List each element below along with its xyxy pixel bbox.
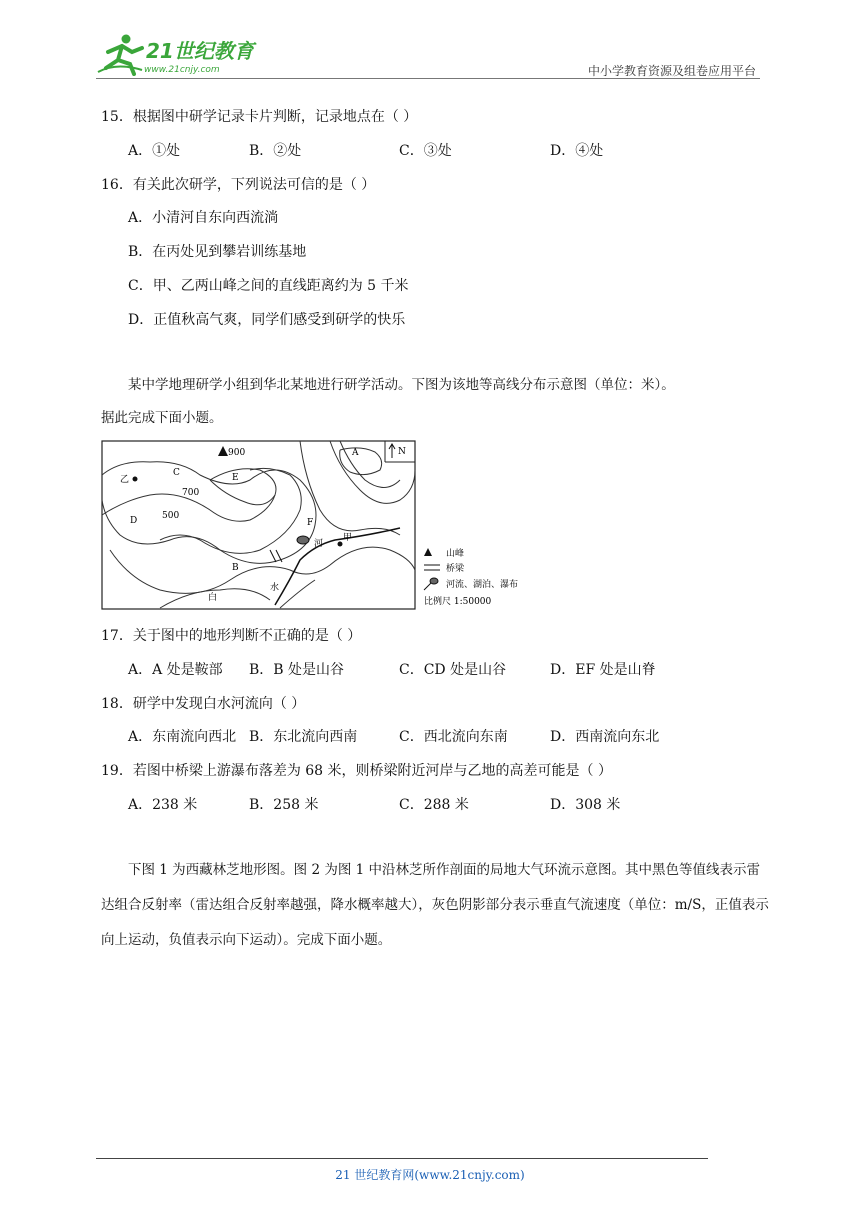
q19-option-c[interactable]: C．288 米 xyxy=(399,797,469,813)
north-label: N xyxy=(398,447,406,457)
point-yi-dot xyxy=(133,477,138,482)
river-char-he: 河 xyxy=(314,539,324,549)
legend-peak-icon xyxy=(424,548,432,556)
q18-option-b[interactable]: B．东北流向西南 xyxy=(249,729,358,745)
header-divider xyxy=(96,78,760,79)
q16-option-d[interactable]: D．正值秋高气爽，同学们感受到研学的快乐 xyxy=(128,312,406,328)
river-char-bai: 白 xyxy=(208,593,218,603)
q15-option-d[interactable]: D．④处 xyxy=(550,143,604,159)
question-16: 16．有关此次研学，下列说法可信的是（ ） xyxy=(101,177,376,193)
contour-line xyxy=(110,547,415,593)
river-char-shui: 水 xyxy=(270,583,280,593)
point-jia-dot xyxy=(338,542,343,547)
q18-option-a[interactable]: A．东南流向西北 xyxy=(128,729,237,745)
q15-option-c[interactable]: C．③处 xyxy=(399,143,452,159)
question-15: 15．根据图中研学记录卡片判断，记录地点在（ ） xyxy=(101,109,418,125)
page-header xyxy=(96,28,760,80)
q17-option-a[interactable]: A．A 处是鞍部 xyxy=(128,662,223,678)
question-19: 19．若图中桥梁上游瀑布落差为 68 米，则桥梁附近河岸与乙地的高差可能是（ ） xyxy=(101,763,612,779)
legend-lake-icon xyxy=(430,578,438,584)
question-18: 18．研学中发现白水河流向（ ） xyxy=(101,696,306,712)
q17-option-c[interactable]: C．CD 处是山谷 xyxy=(399,662,507,678)
q16-option-c[interactable]: C．甲、乙两山峰之间的直线距离约为 5 千米 xyxy=(128,278,409,294)
passage-1-line2: 据此完成下面小题。 xyxy=(101,410,223,426)
passage-2-text: 下图 1 为西藏林芝地形图。图 2 为图 1 中沿林芝所作剖面的局地大气环流示意图。其中黑色等值线表示雷达组合反射率（雷达组合反射率越强，降水概率越大），灰色阴影部分表示垂直气流速度（单位：m/S，正值表示向上运动，负值表示向下运动）。完成下面小题。 xyxy=(101,862,769,948)
point-f: F xyxy=(307,518,314,528)
footer-divider xyxy=(96,1158,708,1159)
footer-text: 21 世纪教育网(www.21cnjy.com) xyxy=(335,1168,525,1182)
q16-option-b[interactable]: B．在丙处见到攀岩训练基地 xyxy=(128,244,307,260)
question-17: 17．关于图中的地形判断不正确的是（ ） xyxy=(101,628,362,644)
legend-scale: 比例尺 1:50000 xyxy=(424,597,492,607)
q16-option-a[interactable]: A．小清河自东向西流淌 xyxy=(128,210,279,226)
contour-line xyxy=(340,448,382,475)
q15-option-b[interactable]: B．②处 xyxy=(249,143,302,159)
runner-icon xyxy=(98,35,142,75)
q19-option-b[interactable]: B．258 米 xyxy=(249,797,319,813)
passage-1 xyxy=(101,369,771,435)
legend-bridge: 桥梁 xyxy=(446,564,465,574)
point-jia: 甲 xyxy=(343,533,353,543)
point-a: A xyxy=(352,448,359,458)
q19-option-d[interactable]: D．308 米 xyxy=(550,797,621,813)
logo-text: 21世纪教育 xyxy=(146,39,254,63)
north-arrow-icon xyxy=(389,444,395,458)
point-e: E xyxy=(232,473,239,483)
contour-line xyxy=(280,580,315,608)
logo xyxy=(96,32,266,76)
q15-option-a[interactable]: A．①处 xyxy=(128,143,181,159)
contour-map xyxy=(100,440,550,615)
q19-option-a[interactable]: A．238 米 xyxy=(128,797,198,813)
contour-label-900: 900 xyxy=(228,448,246,458)
legend-peak: 山峰 xyxy=(446,549,465,559)
contour-line xyxy=(210,469,276,505)
contour-label-500: 500 xyxy=(162,511,180,521)
logo-url: www.21cnjy.com xyxy=(144,65,220,75)
point-b: B xyxy=(232,563,239,573)
legend-river: 河流、湖泊、瀑布 xyxy=(446,580,519,590)
passage-2 xyxy=(101,853,771,958)
contour-label-700: 700 xyxy=(182,488,200,498)
white-river xyxy=(275,528,400,605)
q17-option-b[interactable]: B．B 处是山谷 xyxy=(249,662,345,678)
point-yi: 乙 xyxy=(120,475,130,485)
contour-line xyxy=(160,468,301,553)
legend-bridge-icon xyxy=(424,565,440,570)
peak-icon xyxy=(218,446,228,456)
contour-line xyxy=(102,494,275,521)
passage-1-line1: 某中学地理研学小组到华北某地进行研学活动。下图为该地等高线分布示意图（单位：米）。 xyxy=(128,377,675,393)
q18-option-d[interactable]: D．西南流向东北 xyxy=(550,729,660,745)
point-d: D xyxy=(130,516,138,526)
lake-icon xyxy=(297,536,309,544)
point-c: C xyxy=(173,468,180,478)
q18-option-c[interactable]: C．西北流向东南 xyxy=(399,729,508,745)
platform-name: 中小学教育资源及组卷应用平台 xyxy=(587,64,756,78)
q17-option-d[interactable]: D．EF 处是山脊 xyxy=(550,662,656,678)
